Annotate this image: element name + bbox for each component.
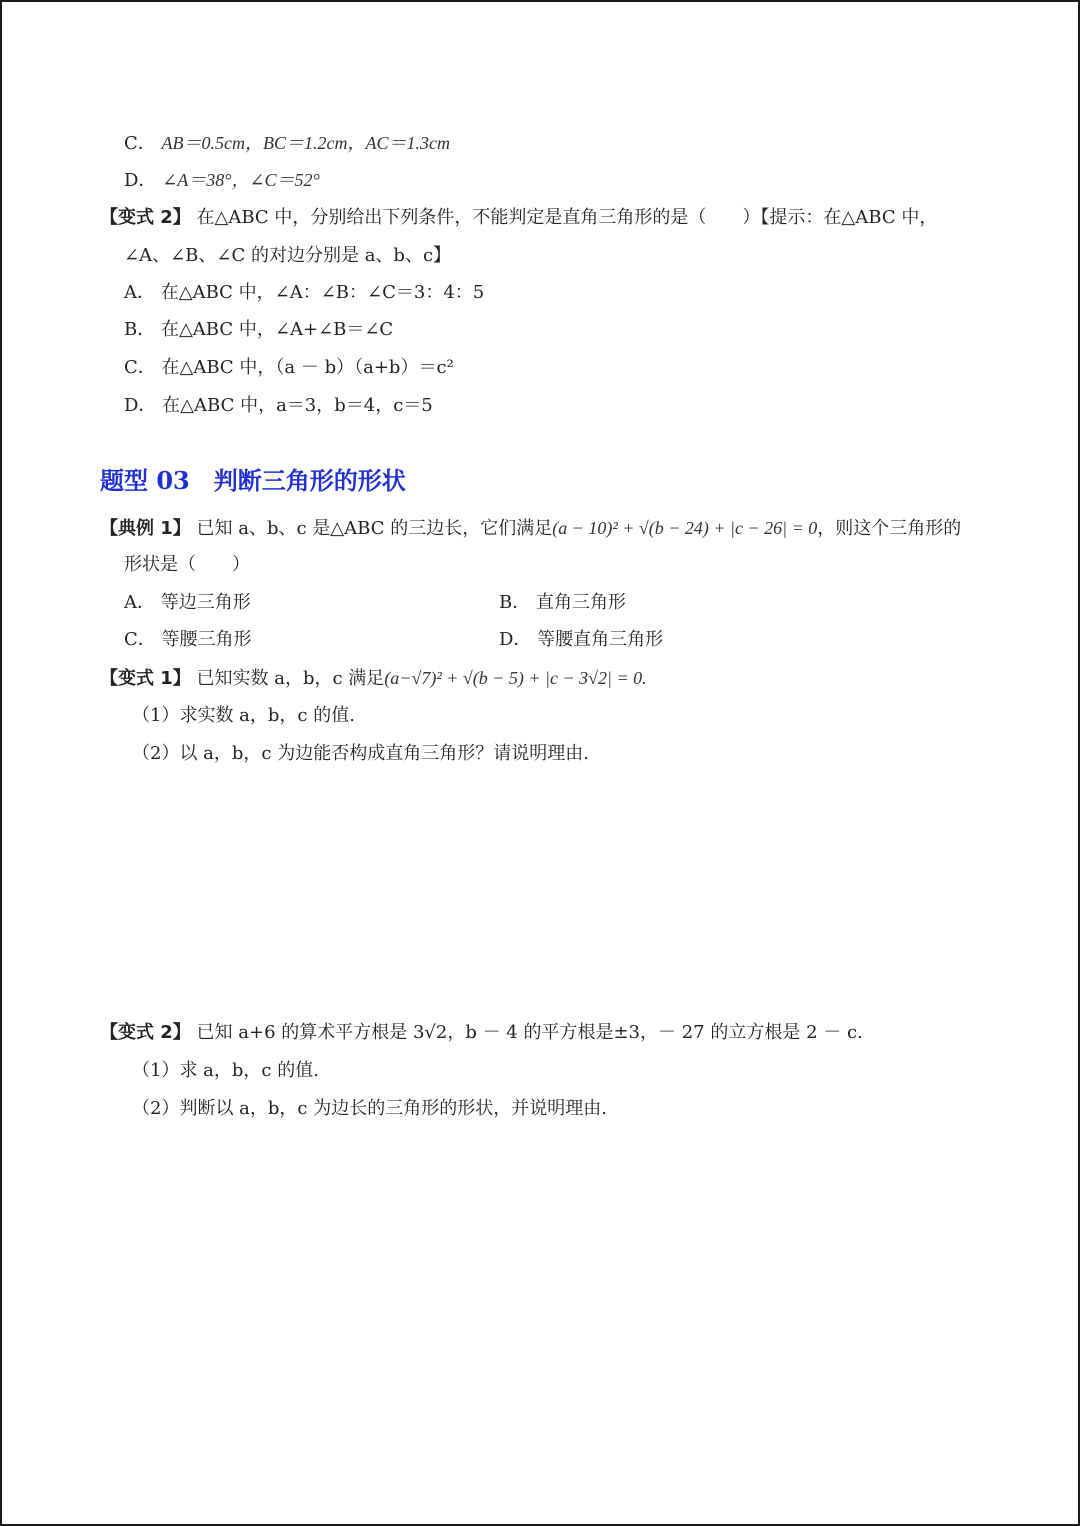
bianshi2-prev-stem — [100, 204, 937, 232]
bianshi2-prev-stem-cont — [124, 242, 451, 270]
option-label: B． — [124, 319, 156, 340]
bianshi1-part-1 — [132, 702, 355, 730]
question-label: 【变式 2】 — [100, 1022, 191, 1043]
option-c-line — [124, 129, 450, 158]
question-label: 【变式 2】 — [100, 207, 191, 228]
option-label: B． — [499, 592, 531, 613]
question-label: 【典例 1】 — [100, 518, 191, 539]
option-text: 在△ABC 中，（a － b）（a+b）＝c² — [161, 357, 454, 378]
sub-question: （1）求实数 a，b，c 的值. — [132, 705, 355, 726]
question-stem-continued: 形状是（ ） — [124, 554, 250, 575]
option-text: 等边三角形 — [160, 592, 251, 613]
question-stem: 在△ABC 中，分别给出下列条件，不能判定是直角三角形的是（ ）【提示：在△ABC 中， — [196, 207, 938, 228]
option-text: ∠A＝38°，∠C＝52° — [162, 170, 320, 190]
bianshi1-part-2 — [132, 740, 589, 768]
bianshi1-stem — [100, 664, 647, 693]
option-d-line — [124, 166, 320, 195]
sub-question: （2）以 a，b，c 为边能否构成直角三角形？请说明理由. — [132, 743, 589, 764]
option-label: C． — [124, 357, 156, 378]
question-label: 【变式 1】 — [100, 668, 191, 689]
question-stem-after: ，则这个三角形的 — [817, 518, 962, 539]
bianshi2-part-1 — [132, 1057, 319, 1085]
question-stem: 已知 a、b、c 是△ABC 的三边长，它们满足 — [196, 518, 553, 539]
option-b-line — [499, 589, 626, 617]
option-label: D． — [124, 395, 157, 416]
option-label: A． — [124, 592, 155, 613]
option-text: 在△ABC 中，∠A：∠B：∠C＝3：4：5 — [160, 282, 485, 303]
dianli1-stem-cont — [124, 551, 250, 579]
option-label: D． — [124, 170, 157, 191]
option-label: C． — [124, 629, 156, 650]
dianli1-stem — [100, 514, 961, 543]
option-text: 在△ABC 中，a＝3，b＝4，c＝5 — [162, 395, 433, 416]
section-title: 判断三角形的形状 — [213, 466, 406, 495]
option-label: A． — [124, 282, 155, 303]
section-heading — [100, 464, 406, 498]
condition-formula: (a−√7)² + √(b − 5) + |c − 3√2| = 0. — [384, 668, 647, 688]
option-text: 等腰三角形 — [161, 629, 252, 650]
question-stem-continued: ∠A、∠B、∠C 的对边分别是 a、b、c】 — [124, 245, 452, 266]
option-text: 在△ABC 中，∠A+∠B＝∠C — [160, 319, 394, 340]
option-b-line — [124, 316, 393, 344]
option-d-line — [499, 626, 663, 654]
option-text: AB＝0.5cm，BC＝1.2cm，AC＝1.3cm — [161, 133, 450, 153]
sub-question: （2）判断以 a，b，c 为边长的三角形的形状，并说明理由. — [132, 1098, 607, 1119]
option-label: D． — [499, 629, 532, 650]
option-a-line — [124, 589, 251, 617]
bianshi2-stem — [100, 1019, 863, 1047]
question-stem: 已知实数 a，b，c 满足 — [196, 668, 385, 689]
option-c-line — [124, 626, 252, 654]
section-number: 题型 03 — [100, 466, 190, 495]
option-label: C． — [124, 133, 156, 154]
sub-question: （1）求 a，b，c 的值. — [132, 1060, 319, 1081]
option-a-line — [124, 279, 484, 307]
option-c-line — [124, 354, 454, 382]
option-text: 等腰直角三角形 — [537, 629, 664, 650]
bianshi2-part-2 — [132, 1095, 607, 1123]
question-stem: 已知 a+6 的算术平方根是 3√2，b － 4 的平方根是±3，－ 27 的立方根是 2 － c. — [196, 1022, 863, 1043]
option-d-line — [124, 392, 433, 420]
option-text: 直角三角形 — [535, 592, 626, 613]
condition-formula: (a − 10)² + √(b − 24) + |c − 26| = 0 — [552, 518, 818, 538]
